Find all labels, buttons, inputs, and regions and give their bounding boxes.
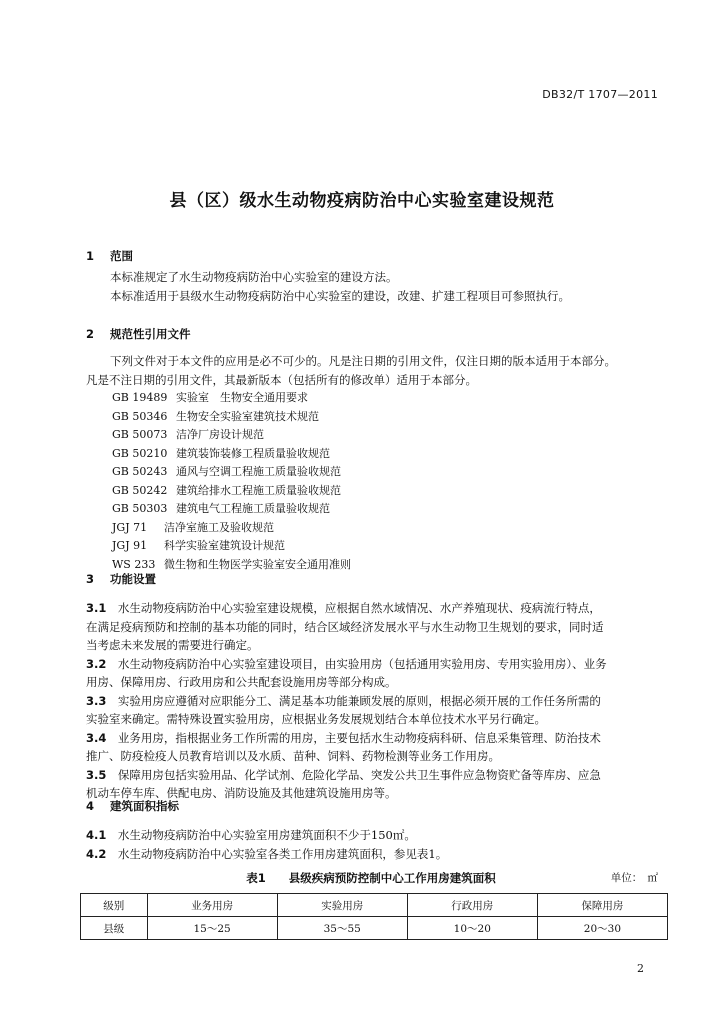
- clause-number: 3.4: [86, 730, 107, 745]
- section-title: 规范性引用文件: [110, 327, 191, 341]
- clause-line: 机动车停车库、供配电房、消防设施及其他建筑设施用房等。: [86, 786, 397, 800]
- reference-item: [112, 408, 351, 427]
- reference-code: GB 50243: [112, 465, 168, 478]
- document-title: 县（区）级水生动物疫病防治中心实验室建设规范: [169, 191, 555, 211]
- section-title: 功能设置: [110, 572, 157, 586]
- clause-3-5: [86, 766, 664, 803]
- reference-title: 建筑装饰装修工程质量验收规范: [176, 446, 330, 460]
- clause-line: 用房、保障用房、行政用房和公共配套设施用房等部分构成。: [86, 675, 397, 689]
- clause-line: 水生动物疫病防治中心实验室建设规模，应根据自然水域情况、水产养殖现状、疫病流行特点，: [117, 601, 601, 615]
- clause-line: 推广、防疫检疫人员教育培训以及水质、苗种、饲料、药物检测等业务工作用房。: [86, 749, 500, 763]
- clause-text: 水生动物疫病防治中心实验室各类工作用房建筑面积，参见表1。: [117, 846, 448, 861]
- clause-number: 4.1: [86, 828, 107, 842]
- reference-title: 通风与空调工程施工质量验收规范: [176, 465, 341, 478]
- clause-3-2: [86, 655, 664, 692]
- table-header-cell: 行政用房: [407, 894, 537, 917]
- reference-title: 洁净厂房设计规范: [176, 428, 264, 441]
- clause-text: 水生动物疫病防治中心实验室用房建筑面积不少于150㎡。: [117, 828, 416, 842]
- section-1-body: [86, 268, 570, 305]
- reference-code: GB 50210: [112, 446, 168, 460]
- clause-line: 在满足疫病预防和控制的基本功能的同时，结合区域经济发展水平与水生动物卫生规划的要求，同时适: [86, 619, 604, 634]
- reference-code: GB 50303: [112, 502, 168, 515]
- reference-code: GB 50242: [112, 483, 168, 497]
- reference-item: [112, 500, 351, 519]
- paragraph: 本标准适用于县级水生动物疫病防治中心实验室的建设，改建、扩建工程项目可参照执行。: [110, 288, 570, 303]
- clause-line: 水生动物疫病防治中心实验室建设项目，由实验用房（包括通用实验用房、专用实验用房）、业务: [117, 656, 607, 671]
- table-header-cell: 保障用房: [537, 894, 667, 917]
- reference-code: JGJ 91: [112, 539, 148, 552]
- section-2-intro: [86, 352, 616, 389]
- reference-title: 建筑电气工程施工质量验收规范: [176, 502, 330, 515]
- clause-line: 实验用房应遵循对应职能分工、满足基本功能兼顾发展的原则，根据必须开展的工作任务所需的: [117, 693, 601, 708]
- table-header-cell: 业务用房: [147, 894, 277, 917]
- clause-4-2: [86, 845, 447, 864]
- reference-code: GB 19489: [112, 391, 168, 404]
- reference-title: 微生物和生物医学实验室安全通用准则: [164, 557, 351, 571]
- reference-title: 生物安全实验室建筑技术规范: [176, 409, 319, 423]
- section-title: 范围: [110, 249, 134, 263]
- reference-title: 洁净室施工及验收规范: [164, 520, 274, 534]
- clause-number: 3.1: [86, 601, 107, 615]
- reference-item: [112, 519, 351, 538]
- clause-number: 3.3: [86, 693, 107, 708]
- paragraph: 本标准规定了水生动物疫病防治中心实验室的建设方法。: [110, 270, 398, 284]
- table-header-cell: 实验用房: [277, 894, 407, 917]
- reference-item: [112, 445, 351, 464]
- clause-line: 当考虑未来发展的需要进行确定。: [86, 638, 259, 652]
- section-number: 3: [86, 572, 95, 586]
- table-caption: 表1 县级疾病预防控制中心工作用房建筑面积: [246, 871, 496, 885]
- section-4-heading: [86, 798, 179, 814]
- reference-code: GB 50073: [112, 428, 168, 441]
- section-title: 建筑面积指标: [110, 799, 180, 813]
- section-number: 2: [86, 327, 95, 341]
- table-cell: 20～30: [537, 917, 667, 940]
- section-4-body: [86, 826, 447, 863]
- reference-title: 建筑给排水工程施工质量验收规范: [176, 483, 341, 497]
- clause-number: 4.2: [86, 846, 107, 861]
- standard-number: DB32/T 1707—2011: [542, 88, 658, 101]
- section-2-heading: [86, 326, 191, 342]
- clause-3-4: [86, 729, 664, 766]
- section-3-heading: [86, 571, 156, 587]
- reference-code: WS 233: [112, 557, 156, 571]
- clause-line: 业务用房，指根据业务工作所需的用房，主要包括水生动物疫病科研、信息采集管理、防治技术: [117, 730, 601, 745]
- reference-title: 科学实验室建筑设计规范: [164, 539, 285, 552]
- reference-item: [112, 426, 351, 445]
- section-number: 1: [86, 249, 95, 263]
- page-number: 2: [637, 962, 644, 975]
- section-3-body: [86, 599, 664, 803]
- section-1-heading: [86, 248, 133, 264]
- clause-number: 3.5: [86, 767, 107, 782]
- table-cell: 15～25: [147, 917, 277, 940]
- clause-line: 实验室来确定。需特殊设置实验用房，应根据业务发展规划结合本单位技术水平另行确定。: [86, 712, 546, 726]
- reference-item: [112, 463, 351, 482]
- building-area-table: [80, 893, 668, 940]
- reference-item: [112, 482, 351, 501]
- paragraph-line: 凡是不注日期的引用文件，其最新版本（包括所有的修改单）适用于本部分。: [86, 372, 477, 387]
- table-unit: 单位： ㎡: [610, 872, 658, 884]
- table-header-row: [81, 894, 668, 917]
- clause-number: 3.2: [86, 656, 107, 671]
- section-number: 4: [86, 799, 95, 813]
- reference-code: GB 50346: [112, 409, 168, 423]
- clause-3-3: [86, 692, 664, 729]
- reference-code: JGJ 71: [112, 520, 148, 534]
- clause-line: 保障用房包括实验用品、化学试剂、危险化学品、突发公共卫生事件应急物资贮备等库房、应急: [117, 767, 601, 782]
- reference-item: [112, 389, 351, 408]
- clause-4-1: [86, 826, 447, 845]
- normative-references-list: [112, 389, 351, 574]
- paragraph-line: 下列文件对于本文件的应用是必不可少的。凡是注日期的引用文件，仅注日期的版本适用于本部分。: [110, 354, 616, 368]
- table-header-cell: 级别: [81, 894, 148, 917]
- reference-title: 实验室 生物安全通用要求: [176, 391, 308, 404]
- table-cell: 县级: [81, 917, 148, 940]
- table-cell: 35～55: [277, 917, 407, 940]
- clause-3-1: [86, 599, 664, 655]
- table-cell: 10～20: [407, 917, 537, 940]
- reference-item: [112, 537, 351, 556]
- table-row: [81, 917, 668, 940]
